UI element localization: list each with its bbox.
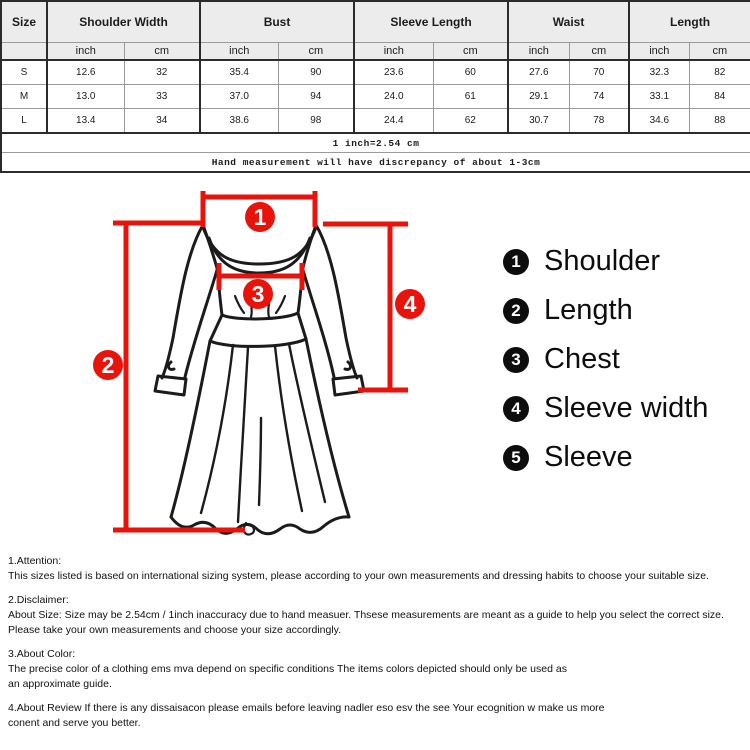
value-cell: 32 — [124, 60, 200, 85]
value-cell: 24.0 — [354, 85, 433, 109]
legend-label: Sleeve width — [544, 392, 709, 424]
footnote-line: About Size: Size may be 2.54cm / 1inch inaccuracy due to hand measuer. Thsese measurements are meant as a guide to help you select the correct size. — [8, 609, 724, 621]
legend-item-sleeve-width — [503, 392, 709, 424]
sleeve-left-inner — [185, 270, 217, 377]
value-cell: 84 — [689, 85, 750, 109]
skirt-right — [306, 339, 349, 517]
skirt-left — [171, 341, 210, 517]
sleeve-right-outer — [316, 225, 357, 378]
marker-1-number: 1 — [253, 204, 267, 230]
size-cell: S — [1, 60, 47, 85]
marker-4-number: 4 — [403, 291, 417, 317]
footnote-line: 3.About Color: — [8, 648, 76, 660]
value-cell: 34 — [124, 109, 200, 134]
marker-3-number: 3 — [251, 281, 265, 307]
value-cell: 32.3 — [629, 60, 689, 85]
value-cell: 82 — [689, 60, 750, 85]
value-cell: 62 — [433, 109, 508, 134]
legend-number-badge: 1 — [503, 249, 529, 275]
value-cell: 33.1 — [629, 85, 689, 109]
table-row-size-m — [1, 85, 750, 109]
footnotes — [8, 554, 750, 740]
waistband-bottom — [210, 339, 306, 346]
unit-header: inch — [629, 43, 689, 61]
value-cell: 98 — [278, 109, 354, 134]
value-cell: 30.7 — [508, 109, 569, 134]
value-cell: 33 — [124, 85, 200, 109]
footnote-line: This sizes listed is based on international sizing system, please according to your own measurements and dressing habits to choose your suitable size. — [8, 570, 709, 582]
cuff-left — [155, 376, 186, 395]
value-cell: 74 — [569, 85, 629, 109]
legend-number-badge: 5 — [503, 445, 529, 471]
legend-number-badge: 2 — [503, 298, 529, 324]
column-header-shoulder-width: Shoulder Width — [47, 1, 200, 43]
footnote-section-4 — [8, 701, 750, 731]
dress-illustration — [155, 225, 364, 535]
dress-measurement-diagram — [88, 180, 468, 550]
value-cell: 35.4 — [200, 60, 278, 85]
footnote-line: an approximate guide. — [8, 678, 112, 690]
marker-2-number: 2 — [101, 352, 115, 378]
column-header-length: Length — [629, 1, 750, 43]
value-cell: 94 — [278, 85, 354, 109]
unit-header: cm — [689, 43, 750, 61]
footnote-line: 2.Disclaimer: — [8, 594, 69, 606]
cuff-right-curl — [345, 362, 351, 369]
value-cell: 37.0 — [200, 85, 278, 109]
value-cell: 13.4 — [47, 109, 124, 134]
legend-item-shoulder — [503, 245, 708, 277]
cuff-left-curl — [168, 362, 174, 369]
table-row-size-s — [1, 60, 750, 85]
legend-label: Length — [544, 294, 633, 326]
legend-item-sleeve — [503, 441, 708, 473]
legend-item-chest — [503, 343, 708, 375]
table-units-row — [1, 43, 750, 61]
column-header-size: Size — [1, 1, 47, 43]
size-table — [0, 0, 750, 173]
column-header-sleeve-length: Sleeve Length — [354, 1, 508, 43]
size-cell: M — [1, 85, 47, 109]
size-cell: L — [1, 109, 47, 134]
value-cell: 38.6 — [200, 109, 278, 134]
table-note: 1 inch=2.54 cm — [1, 133, 750, 153]
sleeve-left-outer — [162, 225, 203, 378]
table-note-row — [1, 153, 750, 173]
legend-label: Shoulder — [544, 245, 661, 277]
unit-header: inch — [508, 43, 569, 61]
value-cell: 78 — [569, 109, 629, 134]
measurement-legend — [503, 245, 709, 493]
footnote-line: Please take your own measurements and choose your size accordingly. — [8, 624, 342, 636]
unit-header: cm — [569, 43, 629, 61]
skirt-pleats — [201, 344, 325, 522]
value-cell: 27.6 — [508, 60, 569, 85]
legend-number-badge: 4 — [503, 396, 529, 422]
unit-header-empty — [1, 43, 47, 61]
footnote-line: conent and serve you better. — [8, 717, 141, 729]
value-cell: 12.6 — [47, 60, 124, 85]
unit-header: cm — [278, 43, 354, 61]
value-cell: 13.0 — [47, 85, 124, 109]
unit-header: cm — [124, 43, 200, 61]
footnote-line: 4.About Review If there is any dissaisacon please emails before leaving nadler eso esv the see Your ecognition w make us more — [8, 702, 605, 714]
size-table-body — [1, 60, 750, 172]
legend-label: Chest — [544, 343, 620, 375]
value-cell: 24.4 — [354, 109, 433, 134]
unit-header: cm — [433, 43, 508, 61]
table-note-row — [1, 133, 750, 153]
value-cell: 34.6 — [629, 109, 689, 134]
footnote-section-3 — [8, 647, 750, 692]
footnote-line: The precise color of a clothing ems mva depend on specific conditions The items colors depicted should only be used as — [8, 663, 567, 675]
column-header-bust: Bust — [200, 1, 354, 43]
table-group-header-row — [1, 1, 750, 43]
unit-header: inch — [200, 43, 278, 61]
value-cell: 60 — [433, 60, 508, 85]
column-header-waist: Waist — [508, 1, 629, 43]
sleeve-right-inner — [303, 270, 334, 377]
table-row-size-l — [1, 109, 750, 134]
value-cell: 61 — [433, 85, 508, 109]
unit-header: inch — [47, 43, 124, 61]
legend-number-badge: 3 — [503, 347, 529, 373]
footnote-line: 1.Attention: — [8, 555, 62, 567]
value-cell: 70 — [569, 60, 629, 85]
table-note: Hand measurement will have discrepancy of about 1-3cm — [1, 153, 750, 173]
value-cell: 23.6 — [354, 60, 433, 85]
marker-4-sleeve-width-line — [323, 224, 408, 390]
unit-header: inch — [354, 43, 433, 61]
footnote-section-2 — [8, 593, 750, 638]
value-cell: 90 — [278, 60, 354, 85]
legend-label: Sleeve — [544, 441, 633, 473]
value-cell: 29.1 — [508, 85, 569, 109]
legend-item-length — [503, 294, 708, 326]
size-table-header — [1, 1, 750, 60]
footnote-section-1 — [8, 554, 750, 584]
waistband-top — [222, 313, 298, 319]
value-cell: 88 — [689, 109, 750, 134]
